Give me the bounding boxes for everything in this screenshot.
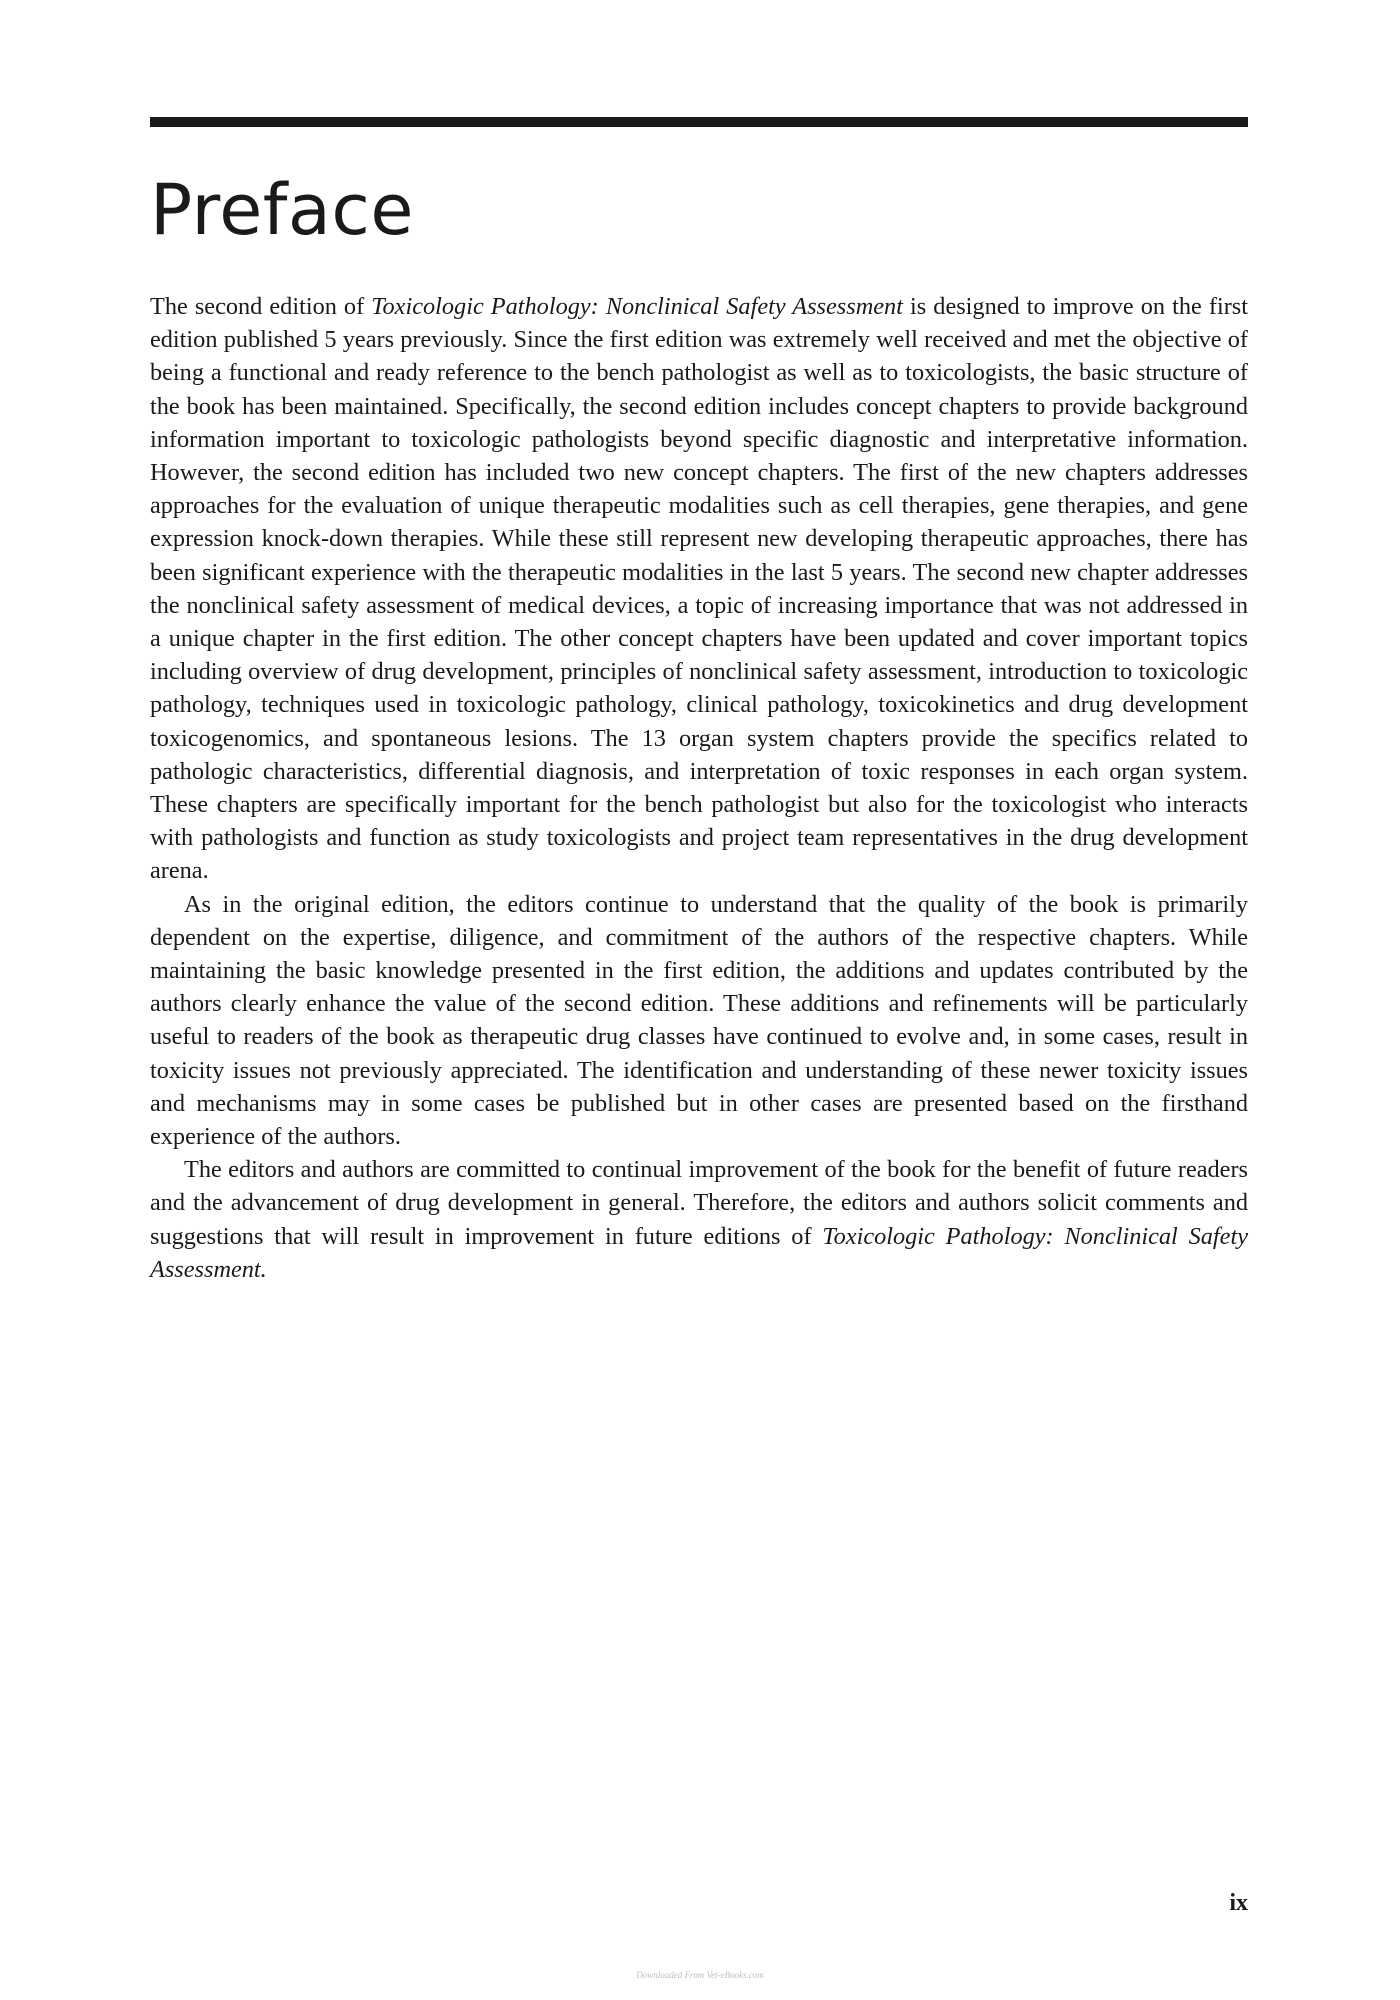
preface-body	[150, 290, 1248, 1286]
text-run: The editors and authors are committed to continual improvement of the book for the benefit of future readers and the advancement of drug development in general. Therefore, the editors and authors solicit comments and suggestions that will result in improvement in future editions of	[150, 1156, 1248, 1250]
page-title: Preface	[150, 169, 414, 251]
page-number: ix	[1229, 1890, 1248, 1916]
top-rule	[150, 117, 1248, 127]
watermark: Downloaded From Vet-eBooks.com	[636, 1970, 764, 1980]
book-title-italic: Toxicologic Pathology: Nonclinical Safety Assessment.	[150, 1222, 1248, 1283]
text-run: As in the original edition, the editors continue to understand that the quality of the book is primarily dependent on the expertise, diligence, and commitment of the authors of the respective chapters. While maintaining the basic knowledge presented in the first edition, the additions and updates contributed by the authors clearly enhance the value of the second edition. These additions and refinements will be particularly useful to readers of the book as therapeutic drug classes have continued to evolve and, in some cases, result in toxicity issues not previously appreciated. The identification and understanding of these newer toxicity issues and mechanisms may in some cases be published but in other cases are presented based on the firsthand experience of the authors.	[150, 890, 1248, 1151]
paragraph	[150, 290, 1248, 888]
text-run: The second edition of	[150, 293, 372, 320]
book-title-italic: Toxicologic Pathology: Nonclinical Safety Assessment	[371, 293, 903, 320]
paragraph	[150, 888, 1248, 1154]
text-run: is designed to improve on the first edition published 5 years previously. Since the first edition was extremely well received and met the objective of being a functional and ready reference to the bench pathologist as well as to toxicologists, the basic structure of the book has been maintained. Specifically, the second edition includes concept chapters to provide background information important to toxicologic pathologists beyond specific diagnostic and interpretative information. However, the second edition has included two new concept chapters. The first of the new chapters addresses approaches for the evaluation of unique therapeutic modalities such as cell therapies, gene therapies, and gene expression knock-down therapies. While these still represent new developing therapeutic approaches, there has been significant experience with the therapeutic modalities in the last 5 years. The second new chapter addresses the nonclinical safety assessment of medical devices, a topic of increasing importance that was not addressed in a unique chapter in the first edition. The other concept chapters have been updated and cover important topics including overview of drug development, principles of nonclinical safety assessment, introduction to toxicologic pathology, techniques used in toxicologic pathology, clinical pathology, toxicokinetics and drug development toxicogenomics, and spontaneous lesions. The 13 organ system chapters provide the specifics related to pathologic characteristics, differential diagnosis, and interpretation of toxic responses in each organ system. These chapters are specifically important for the bench pathologist but also for the toxicologist who interacts with pathologists and function as study toxicologists and project team representatives in the drug development arena.	[150, 293, 1248, 885]
paragraph	[150, 1153, 1248, 1286]
